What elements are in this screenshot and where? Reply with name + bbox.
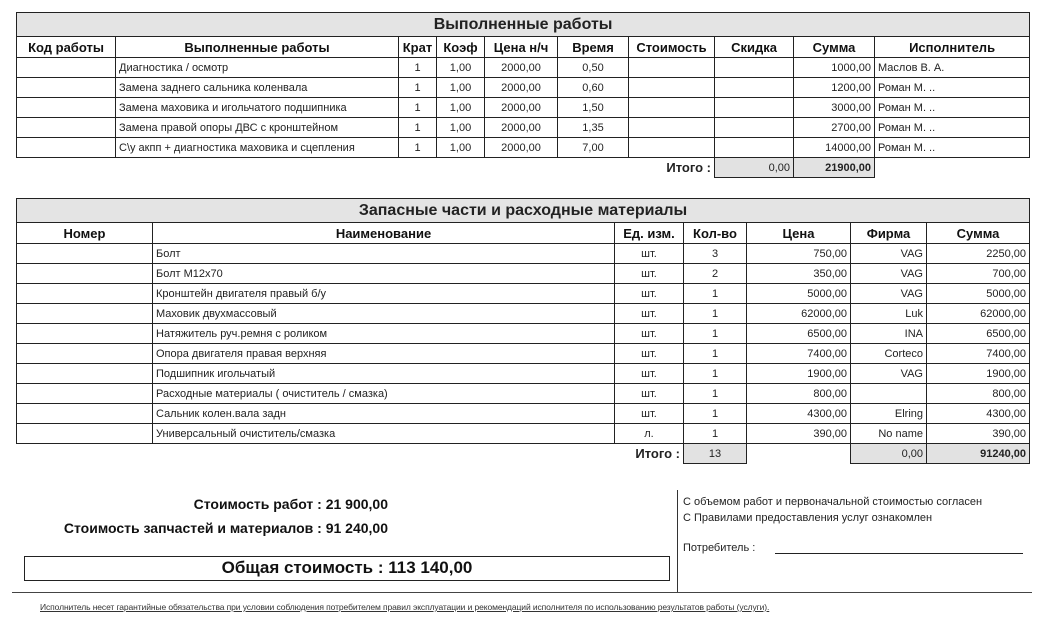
part-price: 800,00 [747,384,851,404]
part-number [17,284,153,304]
consumer-signature-line [775,553,1023,554]
parts-total-empty [747,444,851,464]
works-section-title: Выполненные работы [17,13,1030,37]
part-qty: 1 [684,404,747,424]
work-executor: Роман М. .. [875,78,1030,98]
part-price: 62000,00 [747,304,851,324]
part-firm: Luk [851,304,927,324]
work-cost [629,98,715,118]
col-header-executor: Исполнитель [875,37,1030,58]
work-price: 2000,00 [485,58,558,78]
part-sum: 62000,00 [927,304,1030,324]
table-row [17,324,1030,344]
part-firm: VAG [851,364,927,384]
work-time: 0,60 [558,78,629,98]
part-sum: 700,00 [927,264,1030,284]
table-row [17,364,1030,384]
work-cost [629,78,715,98]
table-row [17,384,1030,404]
table-row [17,424,1030,444]
part-firm [851,384,927,404]
part-qty: 1 [684,424,747,444]
part-number [17,324,153,344]
work-koef: 1,00 [437,138,485,158]
col-header-qty: Кол-во [684,223,747,244]
work-krat: 1 [399,118,437,138]
part-price: 350,00 [747,264,851,284]
work-name: Замена заднего сальника коленвала [116,78,399,98]
works-total-label: Итого : [666,160,711,176]
work-krat: 1 [399,98,437,118]
part-name: Сальник колен.вала задн [153,404,615,424]
parts-header-row [17,223,1030,244]
parts-total-sum: 91240,00 [927,444,1030,464]
part-sum: 800,00 [927,384,1030,404]
work-name: Замена маховика и игольчатого подшипника [116,98,399,118]
part-unit: шт. [615,244,684,264]
parts-cost-summary: Стоимость запчастей и материалов : 91 240,00 [63,520,388,536]
part-qty: 1 [684,384,747,404]
table-row [17,344,1030,364]
work-code [17,98,116,118]
part-qty: 1 [684,364,747,384]
table-row [17,118,1030,138]
part-unit: л. [615,424,684,444]
table-row [17,284,1030,304]
part-price: 1900,00 [747,364,851,384]
table-row [17,98,1030,118]
part-unit: шт. [615,324,684,344]
part-qty: 1 [684,284,747,304]
part-name: Натяжитель руч.ремня с роликом [153,324,615,344]
work-discount [715,58,794,78]
col-header-works: Выполненные работы [116,37,399,58]
work-executor: Роман М. .. [875,118,1030,138]
part-firm: Elring [851,404,927,424]
part-price: 5000,00 [747,284,851,304]
work-sum: 3000,00 [794,98,875,118]
works-header-row [17,37,1030,58]
part-firm: INA [851,324,927,344]
part-sum: 7400,00 [927,344,1030,364]
parts-total-discount: 0,00 [851,444,927,464]
work-discount [715,98,794,118]
work-price: 2000,00 [485,118,558,138]
work-sum: 2700,00 [794,118,875,138]
work-code [17,58,116,78]
agreement-line-1: С объемом работ и первоначальной стоимостью согласен [683,496,983,508]
work-cost [629,138,715,158]
parts-total-label: Итого : [635,446,680,462]
work-price: 2000,00 [485,78,558,98]
work-executor: Маслов В. А. [875,58,1030,78]
work-name: С\у акпп + диагностика маховика и сцепления [116,138,399,158]
part-number [17,424,153,444]
table-row [17,304,1030,324]
part-name: Универсальный очиститель/смазка [153,424,615,444]
part-unit: шт. [615,344,684,364]
works-total-discount: 0,00 [715,158,794,178]
work-price: 2000,00 [485,98,558,118]
part-unit: шт. [615,264,684,284]
part-name: Подшипник игольчатый [153,364,615,384]
col-header-unit: Ед. изм. [615,223,684,244]
part-name: Расходные материалы ( очиститель / смазка) [153,384,615,404]
work-name: Замена правой опоры ДВС с кронштейном [116,118,399,138]
part-price: 7400,00 [747,344,851,364]
col-header-price: Цена [747,223,851,244]
work-sum: 1000,00 [794,58,875,78]
works-table [16,12,1030,178]
work-time: 1,50 [558,98,629,118]
work-code [17,78,116,98]
works-total-row [17,158,1030,178]
part-price: 390,00 [747,424,851,444]
col-header-discount: Скидка [715,37,794,58]
work-time: 7,00 [558,138,629,158]
grand-total: Общая стоимость : 113 140,00 [24,556,670,581]
col-header-cost: Стоимость [629,37,715,58]
part-number [17,384,153,404]
divider-horizontal [12,592,1032,593]
part-unit: шт. [615,284,684,304]
work-name: Диагностика / осмотр [116,58,399,78]
col-header-koef: Коэф [437,37,485,58]
work-discount [715,138,794,158]
work-krat: 1 [399,78,437,98]
part-firm: No name [851,424,927,444]
table-row [17,264,1030,284]
work-code [17,118,116,138]
part-sum: 4300,00 [927,404,1030,424]
work-koef: 1,00 [437,118,485,138]
works-total-sum: 21900,00 [794,158,875,178]
table-row [17,58,1030,78]
col-header-sum: Сумма [794,37,875,58]
parts-table [16,198,1030,464]
part-firm: VAG [851,244,927,264]
part-qty: 3 [684,244,747,264]
parts-total-qty: 13 [684,444,747,464]
part-qty: 1 [684,344,747,364]
col-header-name: Наименование [153,223,615,244]
works-cost-summary: Стоимость работ : 21 900,00 [193,496,388,512]
part-qty: 1 [684,324,747,344]
work-sum: 1200,00 [794,78,875,98]
work-koef: 1,00 [437,98,485,118]
part-sum: 2250,00 [927,244,1030,264]
work-sum: 14000,00 [794,138,875,158]
part-name: Болт [153,244,615,264]
part-firm: Corteco [851,344,927,364]
part-name: Болт М12х70 [153,264,615,284]
part-number [17,344,153,364]
work-executor: Роман М. .. [875,98,1030,118]
part-name: Кронштейн двигателя правый б/у [153,284,615,304]
part-qty: 1 [684,304,747,324]
part-unit: шт. [615,384,684,404]
consumer-label: Потребитель : [683,542,756,554]
col-header-sum: Сумма [927,223,1030,244]
table-row [17,244,1030,264]
work-krat: 1 [399,138,437,158]
part-number [17,304,153,324]
part-unit: шт. [615,404,684,424]
part-unit: шт. [615,364,684,384]
part-qty: 2 [684,264,747,284]
work-executor: Роман М. .. [875,138,1030,158]
part-price: 6500,00 [747,324,851,344]
agreement-line-2: С Правилами предоставления услуг ознакомлен [683,512,933,524]
part-price: 4300,00 [747,404,851,424]
col-header-code: Код работы [17,37,116,58]
part-price: 750,00 [747,244,851,264]
work-cost [629,58,715,78]
col-header-time: Время [558,37,629,58]
parts-total-row [17,444,1030,464]
work-discount [715,118,794,138]
part-unit: шт. [615,304,684,324]
parts-section-title: Запасные части и расходные материалы [17,199,1030,223]
part-name: Опора двигателя правая верхняя [153,344,615,364]
part-number [17,404,153,424]
part-number [17,244,153,264]
part-sum: 1900,00 [927,364,1030,384]
work-code [17,138,116,158]
work-cost [629,118,715,138]
col-header-price-per-hour: Цена н/ч [485,37,558,58]
part-name: Маховик двухмассовый [153,304,615,324]
col-header-krat: Крат [399,37,437,58]
work-koef: 1,00 [437,78,485,98]
work-time: 1,35 [558,118,629,138]
works-total-empty [875,158,1030,178]
divider-vertical [677,490,678,592]
work-discount [715,78,794,98]
part-sum: 5000,00 [927,284,1030,304]
part-firm: VAG [851,264,927,284]
warranty-footer-note: Исполнитель несет гарантийные обязательства при условии соблюдения потребителем правил эксплуатации и рекомендаций исполнителя по использованию результатов работы (услуги). [40,602,770,612]
part-number [17,264,153,284]
part-firm: VAG [851,284,927,304]
part-number [17,364,153,384]
work-time: 0,50 [558,58,629,78]
part-sum: 6500,00 [927,324,1030,344]
table-row [17,78,1030,98]
work-krat: 1 [399,58,437,78]
work-price: 2000,00 [485,138,558,158]
col-header-number: Номер [17,223,153,244]
table-row [17,404,1030,424]
table-row [17,138,1030,158]
part-sum: 390,00 [927,424,1030,444]
work-koef: 1,00 [437,58,485,78]
col-header-firm: Фирма [851,223,927,244]
